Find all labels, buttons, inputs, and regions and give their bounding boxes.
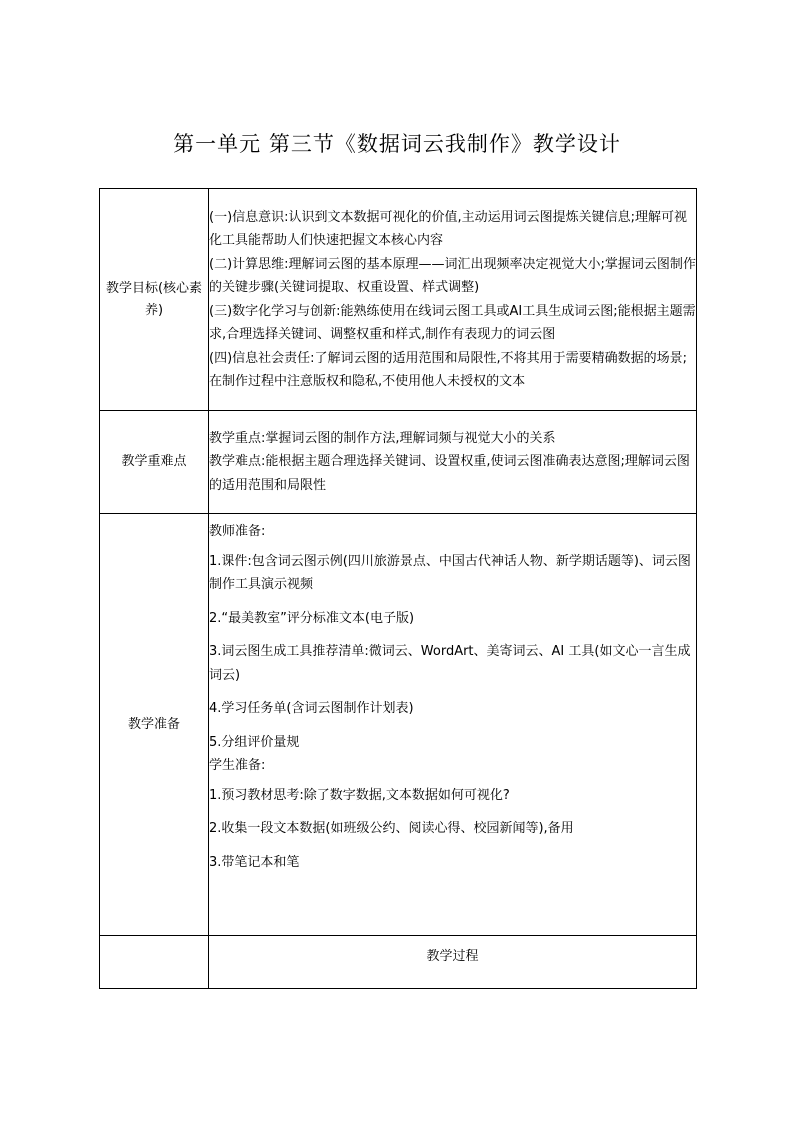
student-prep-item: 3.带笔记本和笔 [209,854,300,870]
goal-line: (四)信息社会责任:了解词云图的适用范围和局限性,不将其用于需要精确数据的场景;在制作过程中注意版权和隐私,不使用他人未授权的文本 [209,350,688,389]
keypoints-label: 教学重难点 [100,411,209,514]
goals-content [209,189,697,411]
process-label [100,936,209,989]
teacher-prep-item: 3.词云图生成工具推荐清单:微词云、WordArt、美寄词云、AI 工具(如文心一言生成词云) [209,644,691,683]
teacher-prep-item: 5.分组评价量规 [209,734,300,750]
student-prep-item: 2.收集一段文本数据(如班级公约、阅读心得、校园新闻等),备用 [209,821,574,836]
prep-label: 教学准备 [100,514,209,936]
page-title: 第一单元 第三节《数据词云我制作》教学设计 [173,132,621,156]
teacher-prep-item: 2.“最美教室”评分标准文本(电子版) [209,610,415,626]
goals-label: 教学目标(核心素养) [100,189,209,411]
table-row-process [100,936,697,989]
table-row-prep [100,514,697,936]
keypoints-content [209,411,697,514]
process-header: 教学过程 [209,936,697,989]
keypoint-line: 教学重点:掌握词云图的制作方法,理解词频与视觉大小的关系 [209,430,556,446]
student-prep-heading: 学生准备: [209,758,266,773]
table-row-goals [100,189,697,411]
teacher-prep-heading: 教师准备: [209,524,266,539]
teacher-prep-item: 1.课件:包含词云图示例(四川旅游景点、中国古代神话人物、新学期话题等)、词云图制作工具演示视频 [209,553,691,592]
table-row-keypoints [100,411,697,514]
keypoint-line: 教学难点:能根据主题合理选择关键词、设置权重,使词云图准确表达意图;理解词云图的适用范围和局限性 [209,454,690,493]
goal-line: (一)信息意识:认识到文本数据可视化的价值,主动运用词云图提炼关键信息;理解可视化工具能帮助人们快速把握文本核心内容 [209,209,688,248]
teacher-prep-item: 4.学习任务单(含词云图制作计划表) [209,701,414,716]
prep-content [209,514,697,936]
student-prep-item: 1.预习教材思考:除了数字数据,文本数据如何可视化? [209,787,510,803]
goal-line: (二)计算思维:理解词云图的基本原理——词汇出现频率决定视觉大小;掌握词云图制作的关键步骤(关键词提取、权重设置、样式调整) [209,256,696,295]
lesson-plan-table [99,188,697,989]
goal-line: (三)数字化学习与创新:能熟练使用在线词云图工具或AI工具生成词云图;能根据主题需求,合理选择关键词、调整权重和样式,制作有表现力的词云图 [209,303,696,342]
